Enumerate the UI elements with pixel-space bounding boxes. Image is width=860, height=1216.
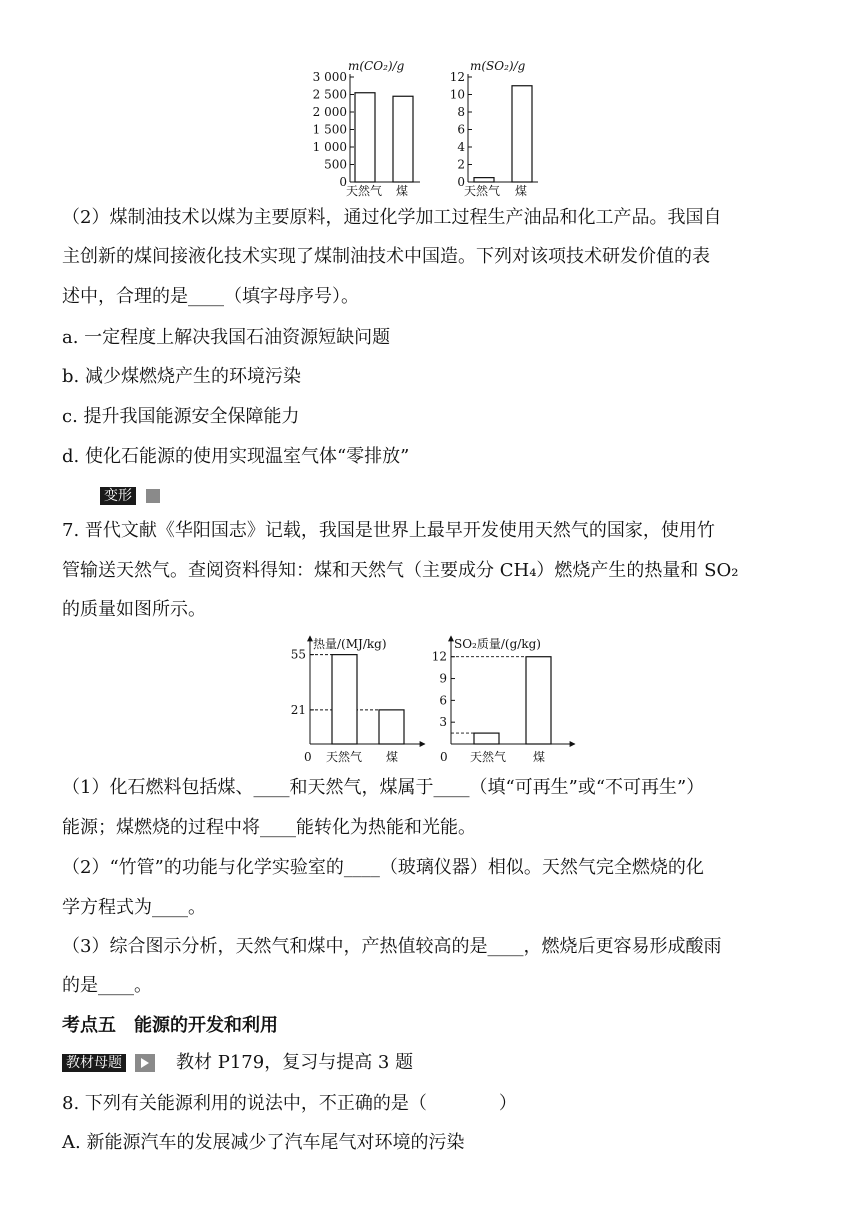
textbook-ref: 教材 P179，复习与提高 3 题 (176, 1052, 414, 1073)
c3-tick-label: 21 (290, 702, 306, 717)
q7-3-line-2: 的是____。 (62, 975, 152, 996)
textbook-tag: 教材母题 (62, 1054, 126, 1072)
option-b: b. 减少煤燃烧产生的环境污染 (62, 366, 301, 387)
c4-tick-label: 12 (431, 649, 447, 664)
heat-bar-natural-gas (332, 655, 357, 744)
co2-bar-natural-gas (355, 93, 375, 182)
co2-cat-natural-gas: 天然气 (346, 184, 383, 198)
option-c: c. 提升我国能源安全保障能力 (62, 406, 300, 427)
q2-line-3: 述中，合理的是____（填字母序号）。 (62, 286, 359, 307)
top-charts (300, 52, 560, 202)
c2-tick-label: 10 (449, 87, 465, 102)
c2-tick-label: 6 (457, 122, 465, 137)
q7-3-line-1: （3）综合图示分析，天然气和煤中，产热值较高的是____，燃烧后更容易形成酸雨 (62, 936, 722, 957)
so2-bar-coal (512, 86, 532, 182)
so2-chart (450, 59, 538, 198)
so2-mass-axis-label: SO₂质量/(g/kg) (454, 637, 541, 651)
option-d: d. 使化石能源的使用实现温室气体“零排放” (62, 446, 410, 467)
q7-1-line-1: （1）化石燃料包括煤、____和天然气，煤属于____（填“可再生”或“不可再生”） (62, 777, 705, 798)
co2-cat-coal: 煤 (396, 184, 409, 198)
c4-tick-label: 9 (439, 671, 447, 686)
c2-tick-label: 4 (457, 140, 465, 154)
heat-chart (291, 636, 425, 764)
q7-line-2: 管输送天然气。查阅资料得知：煤和天然气（主要成分 CH₄）燃烧产生的热量和 SO₂ (62, 560, 739, 581)
heat-axis-label: 热量/(MJ/kg) (313, 637, 387, 651)
textbook-tag-arrow-box (135, 1054, 155, 1072)
q7-line-3: 的质量如图所示。 (62, 599, 206, 620)
co2-axis-label: m(CO₂)/g (348, 59, 405, 73)
q2-line-1: （2）煤制油技术以煤为主要原料，通过化学加工过程生产油品和化工产品。我国自 (62, 207, 722, 228)
so2-mass-cat-natural-gas: 天然气 (470, 750, 507, 764)
so2-cat-natural-gas: 天然气 (464, 184, 501, 198)
q8-stem: 8. 下列有关能源利用的说法中，不正确的是（ ） (62, 1093, 517, 1114)
so2-bar-natural-gas (474, 178, 494, 182)
heat-cat-coal: 煤 (386, 750, 399, 764)
c2-tick-label: 12 (449, 70, 465, 84)
c1-tick-label: 1 000 (312, 140, 347, 154)
c3-tick-label: 55 (290, 647, 306, 662)
q8-option-a: A. 新能源汽车的发展减少了汽车尾气对环境的污染 (62, 1132, 465, 1153)
heat-origin: 0 (304, 750, 312, 764)
so2-cat-coal: 煤 (515, 184, 528, 198)
co2-bar-coal (393, 96, 413, 182)
q7-2-line-2: 学方程式为____。 (62, 897, 206, 918)
so2-mass-bar-natural-gas (474, 733, 499, 744)
c1-tick-label: 2 000 (312, 105, 347, 119)
c1-tick-label: 3 000 (312, 70, 347, 84)
c1-tick-label: 0 (339, 175, 347, 189)
c2-tick-label: 2 (457, 157, 465, 172)
so2-mass-bar-coal (526, 657, 551, 744)
so2-mass-chart (432, 636, 575, 764)
q7-1-line-2: 能源；煤燃烧的过程中将____能转化为热能和光能。 (62, 817, 476, 838)
section-title: 考点五 能源的开发和利用 (62, 1015, 278, 1036)
so2-axis-label: m(SO₂)/g (470, 59, 526, 73)
c1-tick-label: 1 500 (312, 122, 347, 137)
c1-tick-label: 500 (324, 157, 347, 172)
c4-tick-label: 3 (439, 715, 447, 730)
c2-tick-label: 0 (457, 175, 465, 189)
c2-tick-label: 8 (457, 105, 465, 119)
variant-tag-tail (146, 489, 160, 503)
so2-mass-origin: 0 (440, 750, 448, 764)
q2-line-2: 主创新的煤间接液化技术实现了煤制油技术中国造。下列对该项技术研发价值的表 (62, 246, 710, 267)
play-icon (135, 1054, 155, 1072)
heat-bar-coal (379, 710, 404, 744)
option-a: a. 一定程度上解决我国石油资源短缺问题 (62, 327, 391, 348)
c1-tick-label: 2 500 (312, 87, 347, 102)
so2-mass-cat-coal: 煤 (533, 750, 546, 764)
middle-charts (285, 628, 595, 770)
q7-line-1: 7. 晋代文献《华阳国志》记载，我国是世界上最早开发使用天然气的国家，使用竹 (62, 520, 715, 541)
q7-2-line-1: （2）“竹管”的功能与化学实验室的____（玻璃仪器）相似。天然气完全燃烧的化 (62, 857, 704, 878)
c4-tick-label: 6 (439, 693, 447, 708)
heat-cat-natural-gas: 天然气 (326, 750, 363, 764)
co2-chart (313, 59, 420, 198)
variant-tag: 变形 (100, 487, 136, 505)
